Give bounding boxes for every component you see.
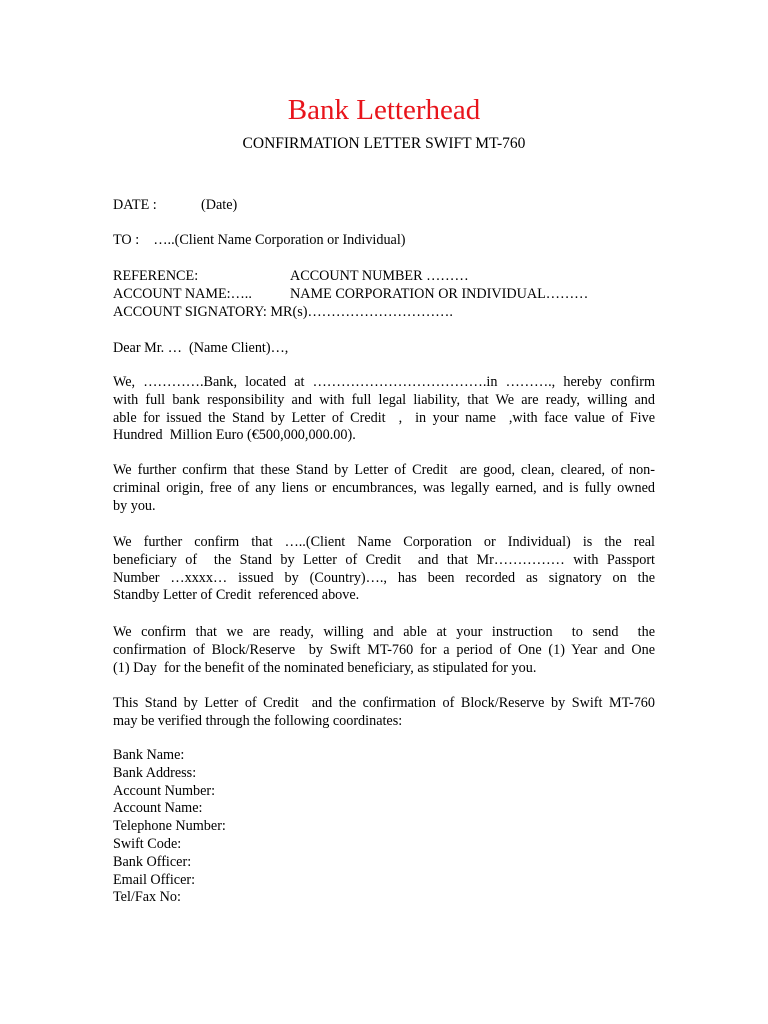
coordinate-email-officer: Email Officer: bbox=[113, 871, 196, 888]
paragraph-confirmation bbox=[113, 374, 655, 445]
paragraph-line: able for issued the Stand by Letter of Credit , in your name ,with face value of Five bbox=[113, 409, 655, 426]
verification-coordinates-list bbox=[113, 747, 226, 907]
paragraph-line: This Stand by Letter of Credit and the confirmation of Block/Reserve by Swift MT-760 bbox=[113, 695, 655, 711]
date-line bbox=[113, 196, 238, 214]
paragraph-line: beneficiary of the Stand by Letter of Credit and that Mr…………… with Passport bbox=[113, 551, 655, 568]
paragraph-verification bbox=[113, 695, 655, 731]
date-value: (Date) bbox=[201, 197, 238, 213]
account-name-line bbox=[113, 285, 589, 303]
reference-line bbox=[113, 267, 469, 285]
letter-title: CONFIRMATION LETTER SWIFT MT-760 bbox=[242, 135, 526, 152]
account-number-label: ACCOUNT NUMBER ……… bbox=[290, 268, 469, 284]
coordinate-account-number: Account Number: bbox=[113, 782, 216, 799]
coordinate-bank-address: Bank Address: bbox=[113, 764, 197, 781]
reference-label: REFERENCE: bbox=[113, 268, 199, 284]
coordinate-account-name: Account Name: bbox=[113, 800, 203, 817]
paragraph-line: We further confirm that …..(Client Name Corporation or Individual) is the real bbox=[113, 534, 655, 550]
coordinate-tel-fax: Tel/Fax No: bbox=[113, 889, 181, 906]
paragraph-block-reserve bbox=[113, 624, 655, 677]
paragraph-line: criminal origin, free of any liens or encumbrances, was legally earned, and is fully owned bbox=[113, 479, 655, 496]
coordinate-swift-code: Swift Code: bbox=[113, 835, 182, 852]
paragraph-line: Standby Letter of Credit referenced above. bbox=[113, 587, 360, 604]
paragraph-line: by you. bbox=[113, 497, 156, 514]
paragraph-line: Number …xxxx… issued by (Country)…., has been recorded as signatory on the bbox=[113, 569, 655, 586]
paragraph-line: (1) Day for the benefit of the nominated beneficiary, as stipulated for you. bbox=[113, 659, 537, 676]
account-signatory-line: ACCOUNT SIGNATORY: MR(s)…………………………. bbox=[113, 304, 453, 320]
coordinate-bank-officer: Bank Officer: bbox=[113, 853, 192, 870]
paragraph-line: We further confirm that these Stand by Letter of Credit are good, clean, cleared, of non- bbox=[113, 462, 655, 478]
date-label: DATE : bbox=[113, 197, 157, 213]
paragraph-line: Hundred Million Euro (€500,000,000.00). bbox=[113, 427, 356, 444]
to-line: TO : …..(Client Name Corporation or Individual) bbox=[113, 232, 406, 248]
account-name-label: ACCOUNT NAME:….. bbox=[113, 286, 252, 302]
salutation: Dear Mr. … (Name Client)…, bbox=[113, 340, 289, 356]
account-name-value: NAME CORPORATION OR INDIVIDUAL……… bbox=[290, 286, 589, 302]
coordinate-bank-name: Bank Name: bbox=[113, 747, 185, 763]
paragraph-line: We confirm that we are ready, willing and able at your instruction to send the bbox=[113, 624, 655, 640]
paragraph-line: We, ………….Bank, located at ……………………………….in ………., hereby confirm bbox=[113, 374, 655, 390]
paragraph-beneficiary bbox=[113, 534, 655, 605]
paragraph-line: with full bank responsibility and with full legal liability, that We are ready, willing and bbox=[113, 391, 655, 408]
coordinate-telephone-number: Telephone Number: bbox=[113, 818, 226, 835]
paragraph-line: may be verified through the following coordinates: bbox=[113, 712, 403, 729]
paragraph-clean-funds bbox=[113, 462, 655, 515]
paragraph-line: confirmation of Block/Reserve by Swift MT-760 for a period of One (1) Year and One bbox=[113, 641, 655, 658]
letterhead-title: Bank Letterhead bbox=[287, 94, 481, 126]
